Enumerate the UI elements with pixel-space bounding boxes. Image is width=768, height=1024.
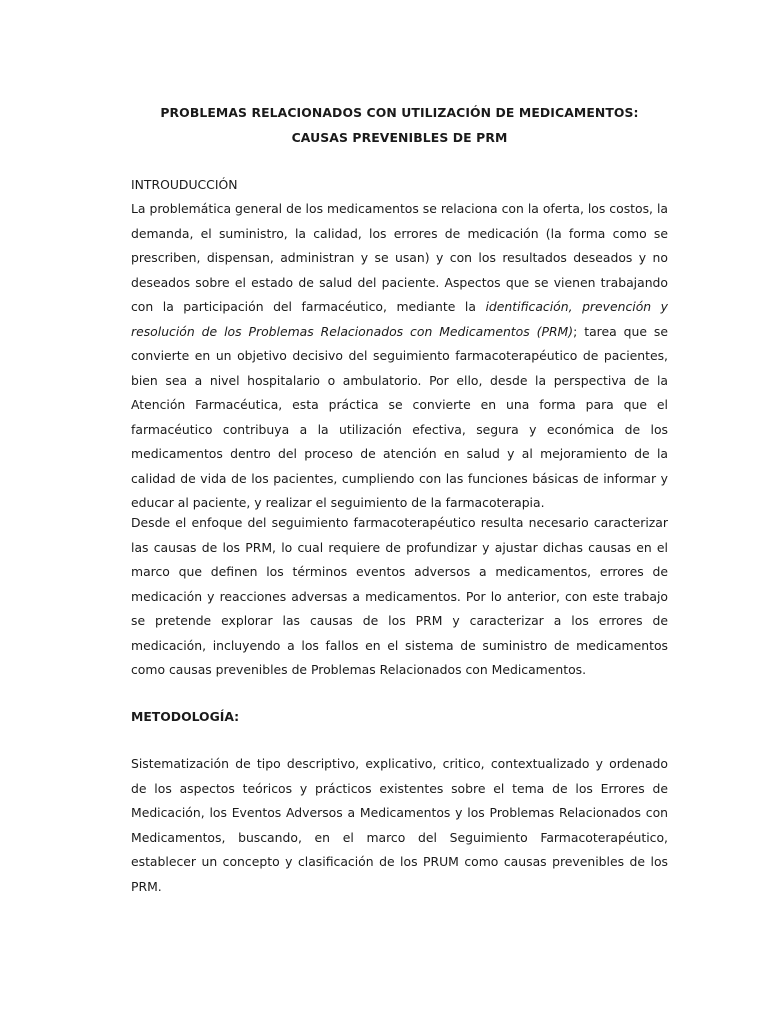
- introduction-paragraph-1: [131, 197, 668, 516]
- methodology-paragraph: Sistematización de tipo descriptivo, explicativo, critico, contextualizado y ordenado de los aspectos teóricos y prácticos existentes sobre el tema de los Errores de Medicación, los Eventos Adversos a Medicamentos y los Problemas Relacionados con Medicamentos, buscando, en el marco del Seguimiento Farmacoterapéutico, establecer un concepto y clasificación de los PRUM como causas prevenibles de los PRM.: [131, 756, 668, 894]
- methodology-heading: METODOLOGÍA:: [131, 709, 240, 724]
- document-title: PROBLEMAS RELACIONADOS CON UTILIZACIÓN DE MEDICAMENTOS: CAUSAS PREVENIBLES DE PRM: [160, 105, 639, 145]
- intro-text-start: La problemática general de los medicamentos se relaciona con la oferta, los costos, la demanda, el suministro, la calidad, los errores de medicación (la forma como se prescriben, dispensan, administran y se usan) y con los resultados deseados y no deseados sobre el estado de salud del paciente. Aspectos que se vienen trabajando con la participación del farmacéutico, mediante la: [131, 201, 668, 314]
- intro-italic-text: identificación, prevención y resolución de los Problemas Relacionados con Medicamentos (PRM): [131, 299, 668, 339]
- introduction-paragraph-2: Desde el enfoque del seguimiento farmacoterapéutico resulta necesario caracterizar las causas de los PRM, lo cual requiere de profundizar y ajustar dichas causas en el marco que definen los términos eventos adversos a medicamentos, errores de medicación y reacciones adversas a medicamentos. Por lo anterior, con este trabajo se pretende explorar las causas de los PRM y caracterizar a los errores de medicación, incluyendo a los fallos en el sistema de suministro de medicamentos como causas prevenibles de Problemas Relacionados con Medicamentos.: [131, 515, 668, 677]
- intro-text-end: ; tarea que se convierte en un objetivo decisivo del seguimiento farmacoterapéutico de pacientes, bien sea a nivel hospitalario o ambulatorio. Por ello, desde la perspectiva de la Atención Farmacéutica, esta práctica se convierte en una forma para que el farmacéutico contribuya a la utilización efectiva, segura y económica de los medicamentos dentro del proceso de atención en salud y al mejoramiento de la calidad de vida de los pacientes, cumpliendo con las funciones básicas de informar y educar al paciente, y realizar el seguimiento de la farmacoterapia.: [131, 323, 668, 510]
- introduction-heading: INTROUDUCCIÓN: [131, 177, 238, 192]
